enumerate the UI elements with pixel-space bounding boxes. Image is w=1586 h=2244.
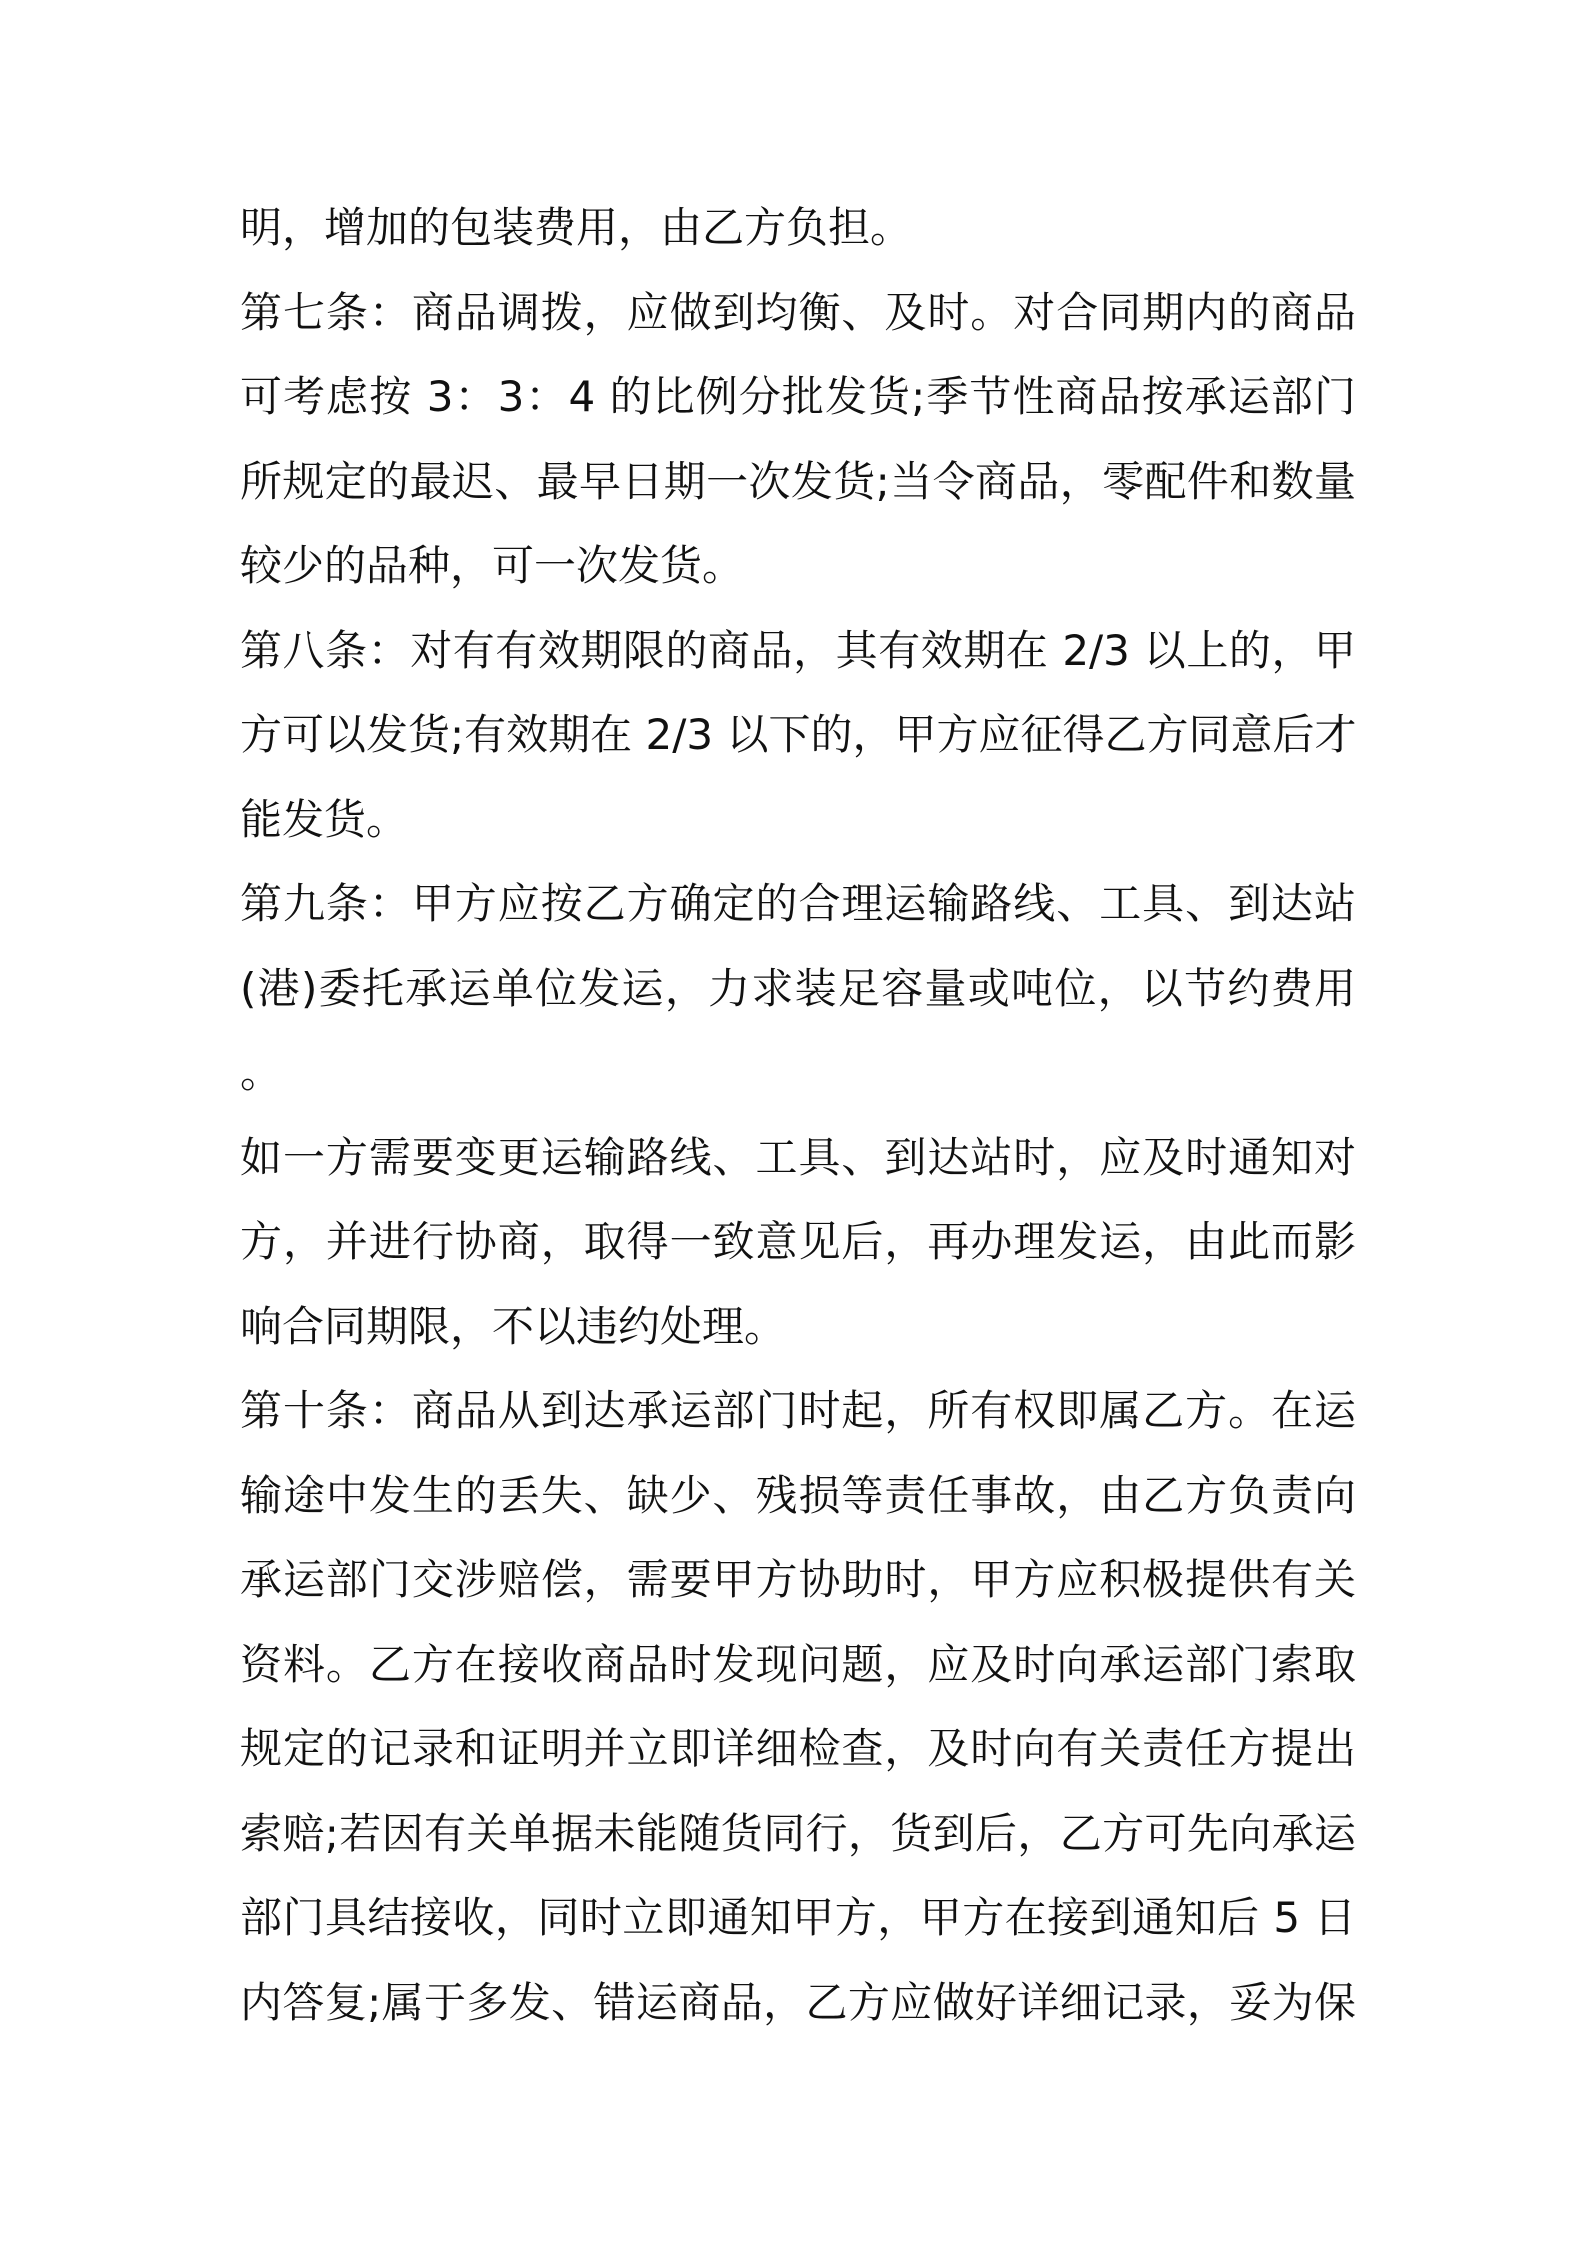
document-page	[240, 186, 1356, 2045]
text-line: 所规定的最迟、最早日期一次发货;当令商品，零配件和数量	[240, 456, 1356, 506]
text-line: 如一方需要变更运输路线、工具、到达站时，应及时通知对	[240, 1132, 1356, 1182]
text-line: 第九条：甲方应按乙方确定的合理运输路线、工具、到达站	[240, 879, 1356, 928]
text-line: 承运部门交涉赔偿，需要甲方协助时，甲方应积极提供有关	[240, 1555, 1356, 1604]
text-line: 较少的品种，可一次发货。	[240, 541, 745, 590]
text-line: 部门具结接收，同时立即通知甲方，甲方在接到通知后 5 日	[240, 1893, 1356, 1942]
text-line: 能发货。	[240, 794, 409, 844]
text-line: 输途中发生的丢失、缺少、残损等责任事故，由乙方负责向	[240, 1470, 1356, 1520]
text-line: 方，并进行协商，取得一致意见后，再办理发运，由此而影	[240, 1217, 1356, 1266]
text-line: (港)委托承运单位发运，力求装足容量或吨位，以节约费用	[240, 963, 1356, 1013]
text-line: 第十条：商品从到达承运部门时起，所有权即属乙方。在运	[240, 1386, 1356, 1435]
text-line: 方可以发货;有效期在 2/3 以下的，甲方应征得乙方同意后才	[240, 710, 1356, 759]
text-line: 第七条：商品调拨，应做到均衡、及时。对合同期内的商品	[240, 287, 1356, 337]
text-line: 资料。乙方在接收商品时发现问题，应及时向承运部门索取	[240, 1639, 1356, 1689]
text-line: 第八条：对有有效期限的商品，其有效期在 2/3 以上的，甲	[240, 625, 1356, 675]
text-line: 可考虑按 3：3：4 的比例分批发货;季节性商品按承运部门	[240, 372, 1356, 421]
text-line: 索赔;若因有关单据未能随货同行，货到后，乙方可先向承运	[240, 1808, 1356, 1858]
text-line: 。	[240, 1048, 283, 1097]
text-line: 规定的记录和证明并立即详细检查，及时向有关责任方提出	[240, 1724, 1356, 1773]
text-line: 响合同期限，不以违约处理。	[240, 1301, 787, 1351]
text-line: 内答复;属于多发、错运商品，乙方应做好详细记录，妥为保	[240, 1977, 1356, 2027]
text-line: 明，增加的包装费用，由乙方负担。	[240, 203, 913, 252]
